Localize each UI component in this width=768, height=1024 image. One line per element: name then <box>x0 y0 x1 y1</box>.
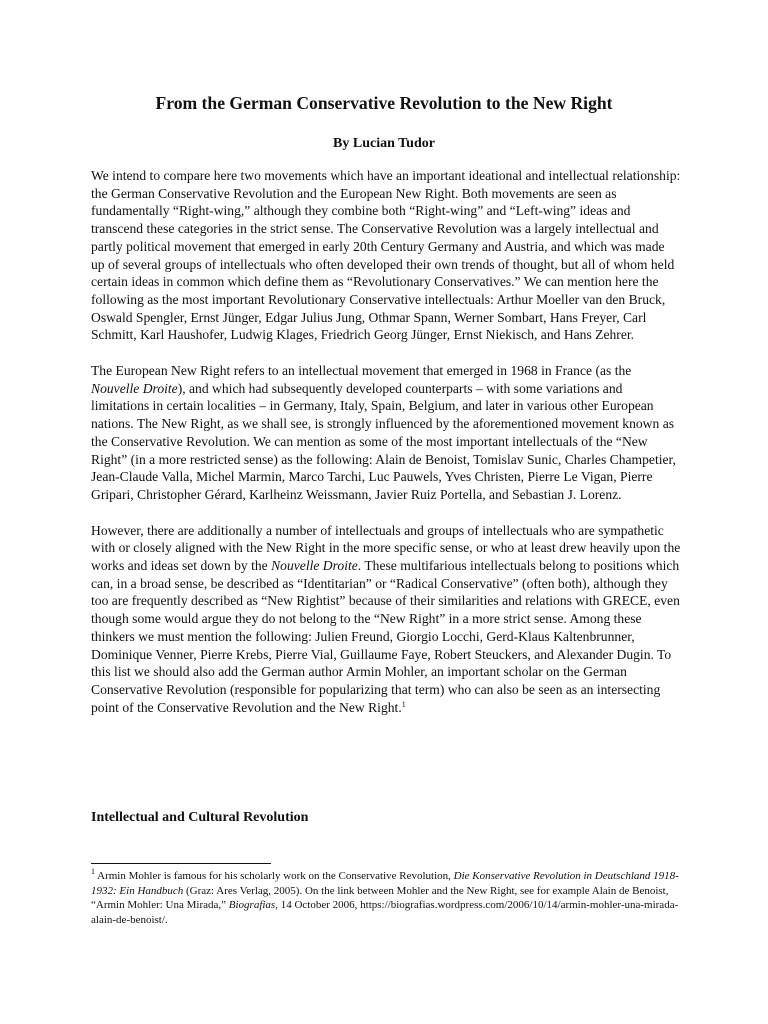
document-title: From the German Conservative Revolution to the New Right <box>155 93 613 113</box>
body-text <box>91 167 681 734</box>
author-byline: By Lucian Tudor <box>333 136 435 151</box>
paragraph-2: The European New Right refers to an intellectual movement that emerged in 1968 in France (as the Nouvelle Droite), and which had subsequently developed counterparts – with some variations and limitations in certain localities – in Germany, Italy, Spain, Belgium, and later in various other European nations. The New Right, as we shall see, is strongly influenced by the aforementioned movement known as the Conservative Revolution. We can mention as some of the most important intellectuals of the “New Right” (in a more restricted sense) as the following: Alain de Benoist, Tomislav Sunic, Charles Champetier, Jean-Claude Valla, Michel Marmin, Marco Tarchi, Luc Pauwels, Yves Christen, Pierre Le Vigan, Pierre Gripari, Christopher Gérard, Karlheinz Weissmann, Javier Ruiz Portella, and Sebastian J. Lorenz. <box>91 363 676 502</box>
footnote-divider <box>91 863 271 864</box>
paragraph-1: We intend to compare here two movements which have an important ideational and intellectual relationship: the German Conservative Revolution and the European New Right. Both movements are seen as fundamentally “Right-wing,” although they combine both “Right-wing” and “Left-wing” ideas and transcend these categories in the strict sense. The Conservative Revolution was a largely intellectual and partly political movement that emerged in early 20th Century Germany and Austria, and which was made up of several groups of intellectuals who often developed their own trends of thought, but all of whom held certain ideas in common which define them as “Revolutionary Conservatives.” We can mention here the following as the most important Revolutionary Conservative intellectuals: Arthur Moeller van den Bruck, Oswald Spengler, Ernst Jünger, Edgar Julius Jung, Othmar Spann, Werner Sombart, Hans Freyer, Carl Schmitt, Karl Haushofer, Ludwig Klages, Friedrich Georg Jünger, Ernst Niekisch, and Hans Zehrer. <box>91 168 681 343</box>
paragraph-3: However, there are additionally a number of intellectuals and groups of intellectuals who are sympathetic with or closely aligned with the New Right in the more specific sense, or who at least drew heavily upon the works and ideas set down by the Nouvelle Droite. These multifarious intellectuals belong to positions which can, in a broad sense, be described as “Identitarian” or “Radical Conservative” (often both), although they too are frequently described as “New Rightist” because of their similarities and relations with GRECE, even though some would argue they do not belong to the “New Right” in a more strict sense. Among these thinkers we must mention the following: Julien Freund, Giorgio Locchi, Gerd-Klaus Kaltenbrunner, Dominique Venner, Pierre Krebs, Pierre Vial, Guillaume Faye, Robert Steuckers, and Alexander Dugin. To this list we should also add the German author Armin Mohler, an important scholar on the German Conservative Revolution (responsible for popularizing that term) who can also be seen as an intersecting point of the Conservative Revolution and the New Right.$^1$ <box>91 522 681 715</box>
footnote-1: $^1$ Armin Mohler is famous for his scholarly work on the Conservative Revolution, Die Konservative Revolution in Deutschland 1918-1932: Ein Handbuch (Graz: Ares Verlag, 2005). On the link between Mohler and the New Right, see for example Alain de Benoist, “Armin Mohler: Una Mirada,” Biografias, 14 October 2006, https://biografias.wordpress.com/2006/10/14/armin-mohler-una-mirada-alain-de-benoist/. <box>91 867 679 926</box>
italic-term: Nouvelle Droite <box>91 380 178 396</box>
section-heading: Intellectual and Cultural Revolution <box>91 810 309 825</box>
footnote-marker: 1 <box>91 867 95 876</box>
italic-term: Nouvelle Droite <box>271 558 358 574</box>
footnote-reference[interactable]: 1 <box>401 699 406 709</box>
